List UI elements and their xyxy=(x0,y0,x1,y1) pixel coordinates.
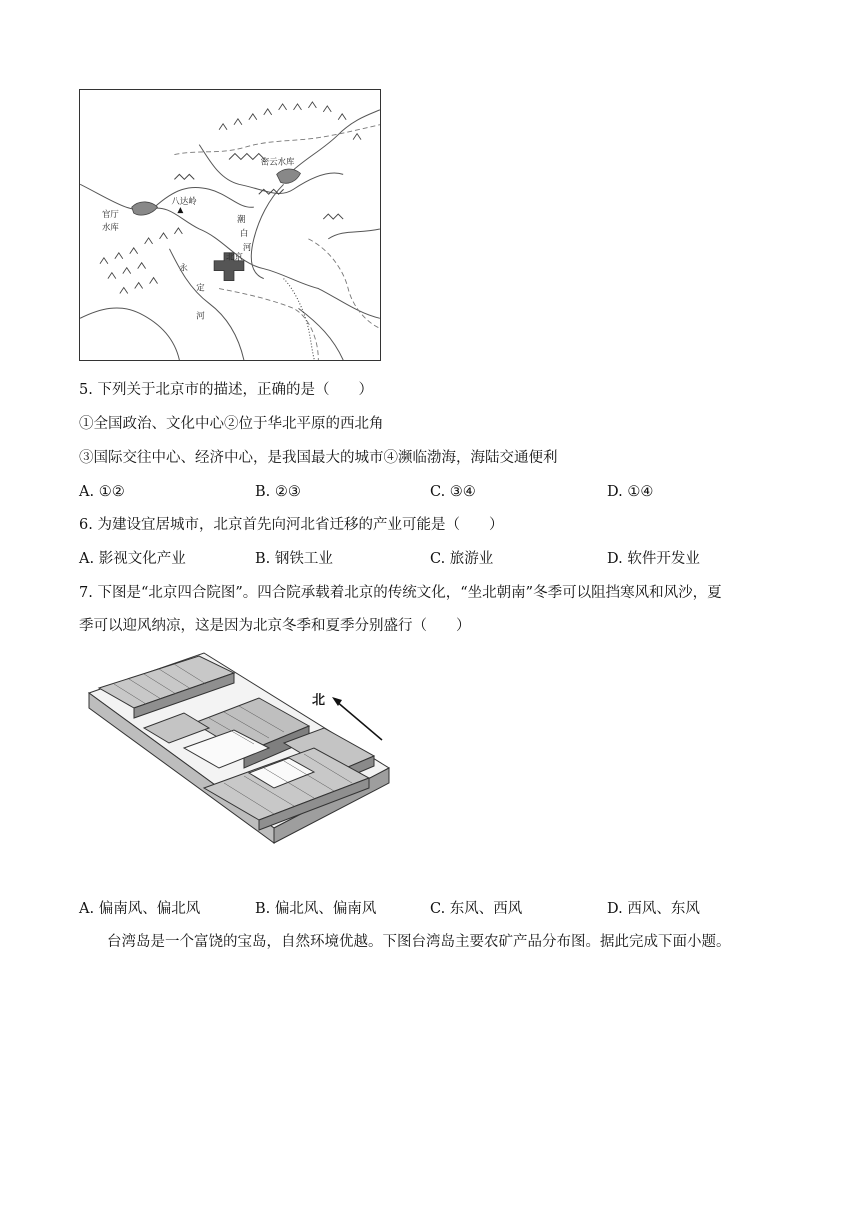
q7-option-d[interactable]: D. 西风、东风 xyxy=(607,901,700,917)
map-label-bai: 白 xyxy=(239,227,249,238)
beijing-map-drawing xyxy=(80,90,380,360)
q5-statement-2: ③国际交往中心、经济中心，是我国最大的城市④濒临渤海，海陆交通便利 xyxy=(79,450,558,466)
q7-option-b[interactable]: B. 偏北风、偏南风 xyxy=(255,901,377,917)
q5-option-a[interactable]: A. ①② xyxy=(79,484,125,500)
q5-statement-1: ①全国政治、文化中心②位于华北平原的西北角 xyxy=(79,416,384,432)
q5-stem: 5. 下列关于北京市的描述，正确的是（ ） xyxy=(79,382,373,398)
q6-stem: 6. 为建设宜居城市，北京首先向河北省迁移的产业可能是（ ） xyxy=(79,517,504,533)
q7-option-a[interactable]: A. 偏南风、偏北风 xyxy=(79,901,201,917)
map-label-yong: 永 xyxy=(179,262,188,273)
q5-option-b[interactable]: B. ②③ xyxy=(255,484,301,500)
map-label-ding: 定 xyxy=(196,282,205,293)
q6-option-a[interactable]: A. 影视文化产业 xyxy=(79,551,186,567)
map-label-guanting-2: 水库 xyxy=(101,221,119,232)
q5-option-d[interactable]: D. ①④ xyxy=(607,484,654,500)
q7-stem-line-1: 7. 下图是“北京四合院图”。四合院承载着北京的传统文化，“坐北朝南”冬季可以阻挡寒风和风沙，夏 xyxy=(79,585,722,601)
map-label-chao: 潮 xyxy=(236,214,246,225)
q7-stem-line-2: 季可以迎风纳凉，这是因为北京冬季和夏季分别盛行（ ） xyxy=(79,618,471,634)
beijing-map xyxy=(79,89,381,361)
q6-option-d[interactable]: D. 软件开发业 xyxy=(607,551,700,567)
map-label-miyun: 密云水库 xyxy=(260,156,295,167)
map-label-he1: 河 xyxy=(242,241,252,252)
siheyuan-illustration xyxy=(84,648,394,883)
north-label: 北 xyxy=(312,693,326,708)
q7-option-c[interactable]: C. 东风、西风 xyxy=(430,901,523,917)
q5-option-c[interactable]: C. ③④ xyxy=(430,484,476,500)
map-label-badaling: 八达岭 xyxy=(171,196,197,207)
q6-option-c[interactable]: C. 旅游业 xyxy=(430,551,494,567)
map-label-guanting-1: 官厅 xyxy=(101,209,119,220)
q6-option-b[interactable]: B. 钢铁工业 xyxy=(255,551,333,567)
map-label-beijing: 北京 xyxy=(226,251,243,262)
map-label-he2: 河 xyxy=(196,310,205,321)
taiwan-intro: 台湾岛是一个富饶的宝岛，自然环境优越。下图台湾岛主要农矿产品分布图。据此完成下面小题。 xyxy=(107,934,731,950)
siheyuan-drawing xyxy=(84,648,394,883)
